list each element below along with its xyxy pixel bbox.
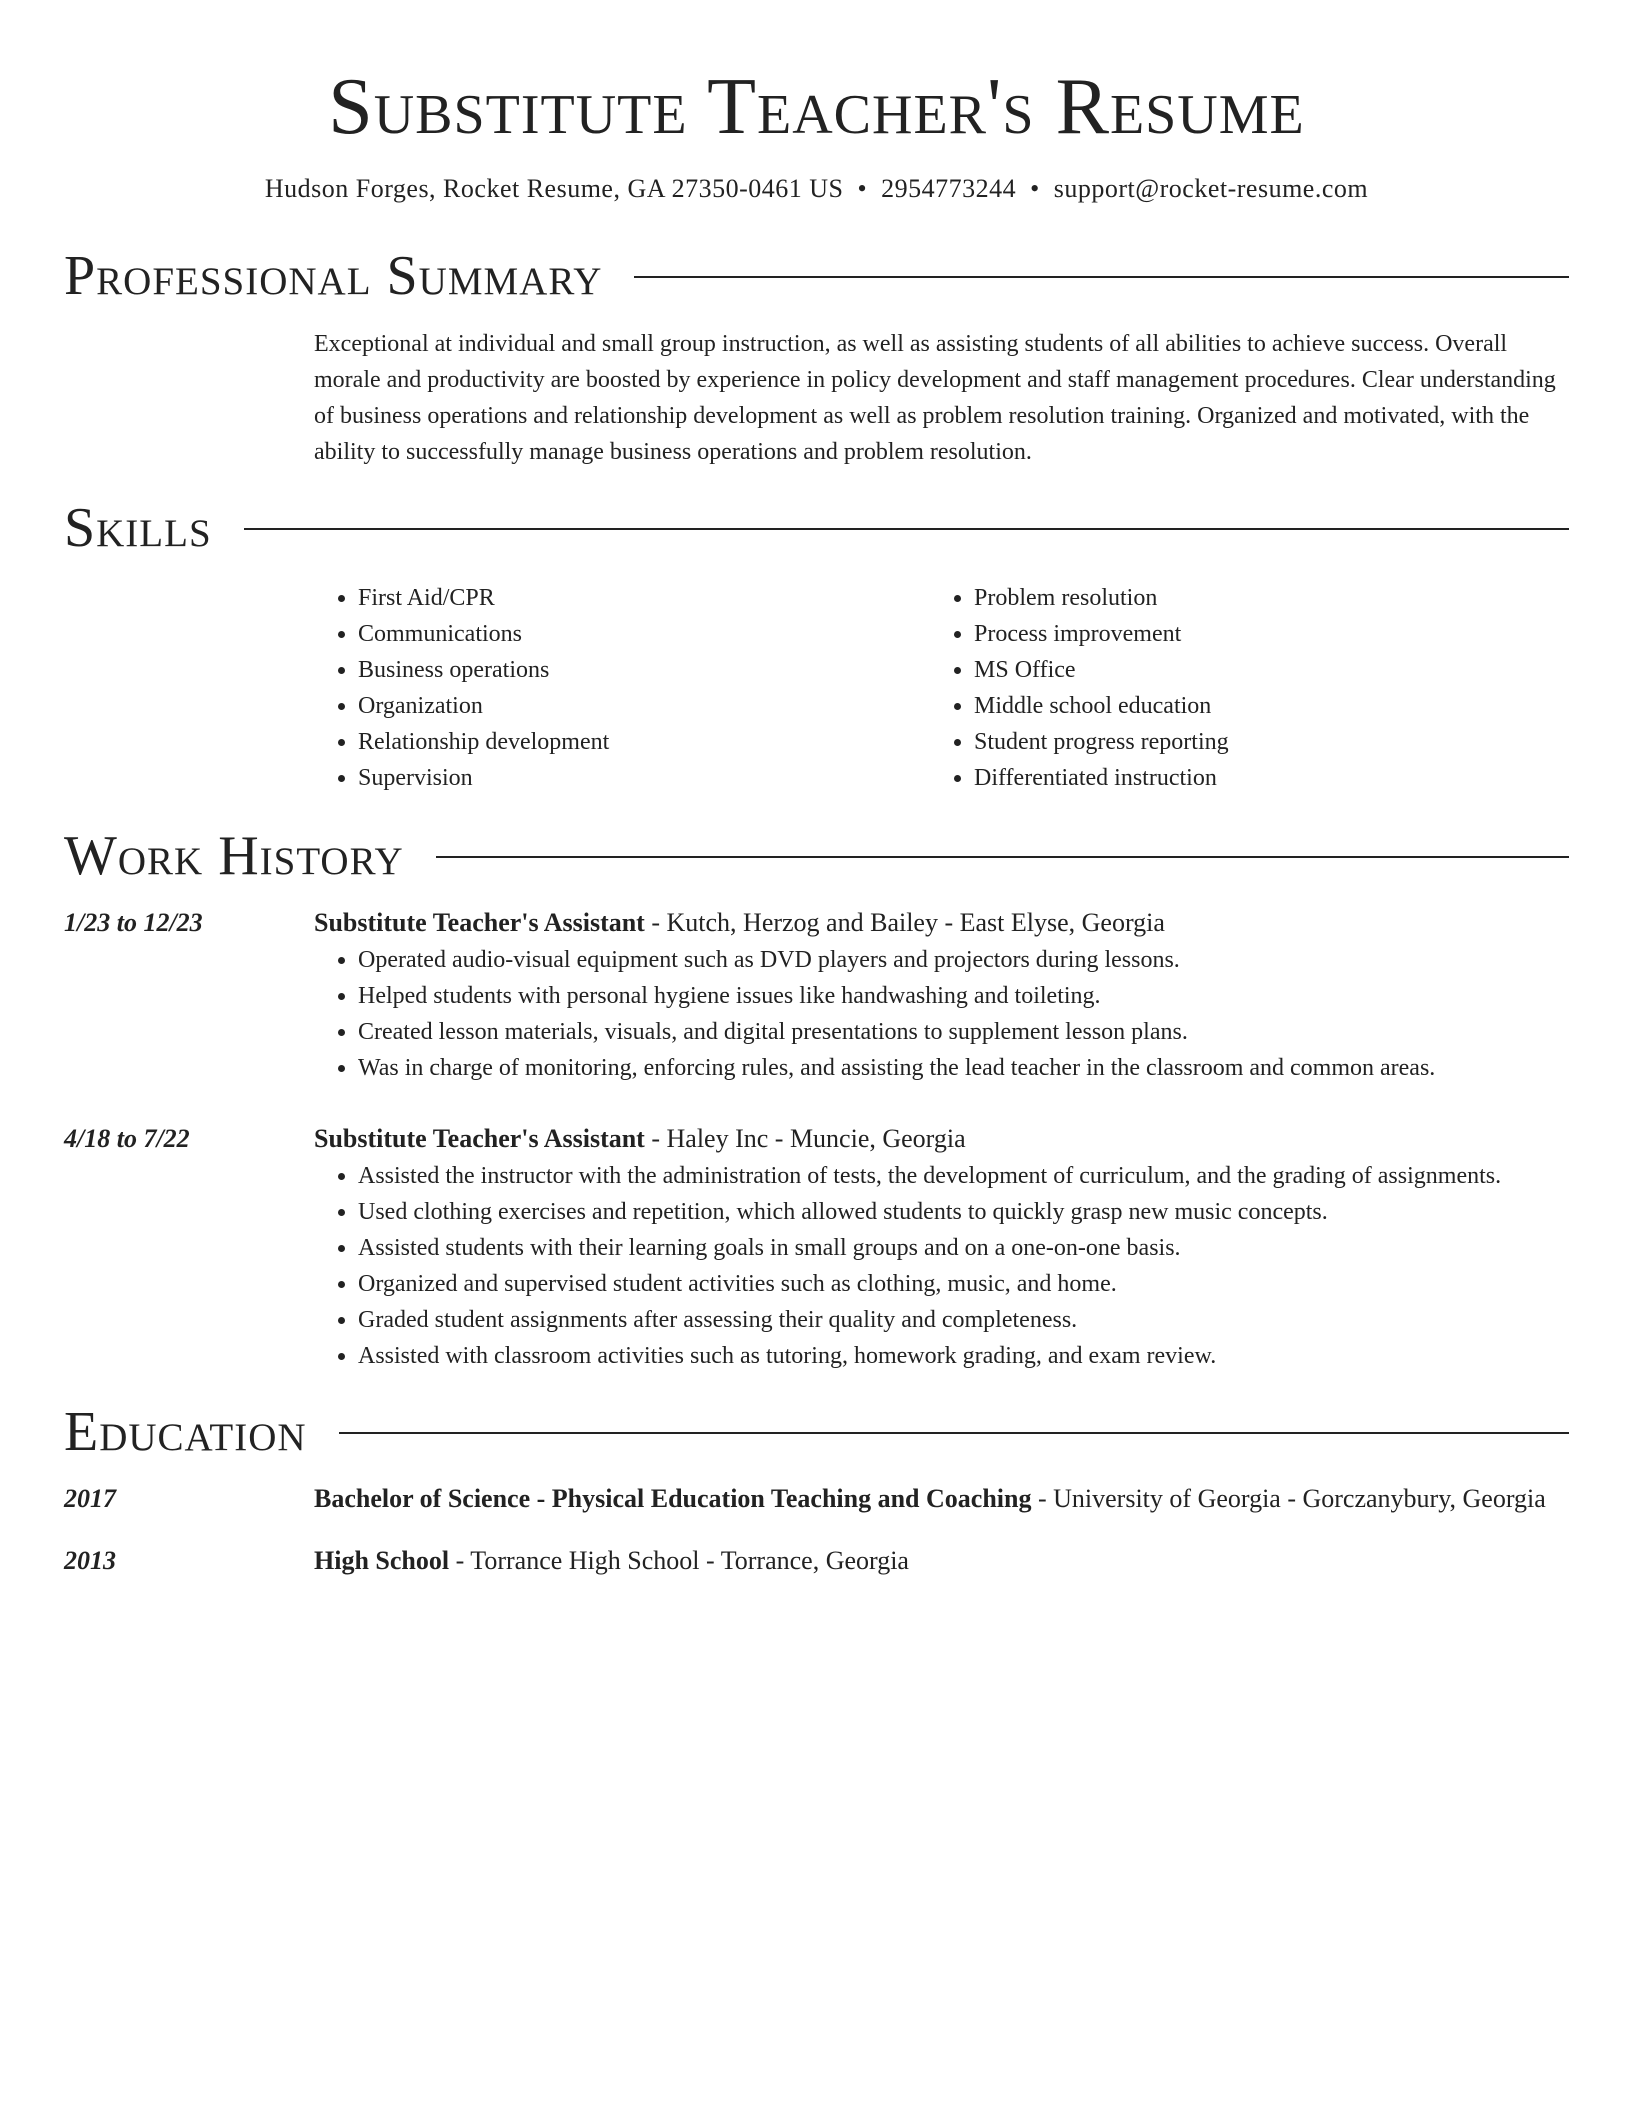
education-degree: Bachelor of Science - Physical Education Teaching and Coaching (314, 1484, 1032, 1513)
resume-title: Substitute Teacher's Resume (328, 63, 1305, 151)
skill-item: • Relationship development (358, 724, 930, 760)
job-details: - Kutch, Herzog and Bailey - East Elyse, Georgia (644, 908, 1165, 937)
education-year: 2013 (64, 1546, 116, 1575)
education-body (314, 1542, 1569, 1580)
job-dates: 1/23 to 12/23 (64, 908, 203, 937)
education-details: - University of Georgia - Gorczanybury, Georgia (1031, 1484, 1546, 1513)
job-duty: • Assisted the instructor with the administration of tests, the development of curriculum, and the grading of assignments. (358, 1158, 1569, 1194)
skills-heading: Skills (64, 497, 212, 559)
skill-item: • First Aid/CPR (358, 580, 930, 616)
skill-item: • Supervision (358, 760, 930, 796)
skill-item: • Process improvement (974, 616, 1546, 652)
job-header (314, 1120, 1569, 1158)
education-year: 2017 (64, 1484, 116, 1513)
job-entry (64, 904, 1569, 1086)
job-duty: • Organized and supervised student activities such as clothing, music, and home. (358, 1266, 1569, 1302)
work-heading: Work History (64, 825, 404, 887)
contact-phone: 2954773244 (881, 174, 1017, 203)
job-duty: • Operated audio-visual equipment such as DVD players and projectors during lessons. (358, 942, 1569, 978)
contact-separator: • (1030, 174, 1040, 203)
section-divider (634, 276, 1569, 278)
education-entry (64, 1480, 1569, 1518)
contact-address: Hudson Forges, Rocket Resume, GA 27350-0461 US (264, 174, 844, 203)
skills-column-left (314, 580, 930, 796)
job-duty: • Created lesson materials, visuals, and digital presentations to supplement lesson plans. (358, 1014, 1569, 1050)
education-section-header (64, 1402, 1569, 1462)
skill-item: • Organization (358, 688, 930, 724)
skill-item: • MS Office (974, 652, 1546, 688)
section-divider (436, 856, 1569, 858)
skill-item: • Student progress reporting (974, 724, 1546, 760)
job-duty: • Was in charge of monitoring, enforcing rules, and assisting the lead teacher in the classroom and common areas. (358, 1050, 1569, 1086)
job-duties (314, 1158, 1569, 1374)
summary-heading: Professional Summary (64, 245, 603, 307)
skills-column-right (930, 580, 1546, 796)
contact-line (64, 172, 1569, 206)
section-divider (244, 528, 1569, 530)
skills-section-header (64, 498, 1569, 558)
skills-list (314, 580, 1569, 796)
contact-separator: • (857, 174, 868, 203)
education-heading: Education (64, 1401, 307, 1463)
skill-item: • Business operations (358, 652, 930, 688)
skill-item: • Communications (358, 616, 930, 652)
section-divider (339, 1432, 1569, 1434)
job-title: Substitute Teacher's Assistant (314, 1124, 645, 1153)
contact-email: support@rocket-resume.com (1053, 174, 1369, 203)
job-duty: • Assisted students with their learning goals in small groups and on a one-on-one basis. (358, 1230, 1569, 1266)
job-title: Substitute Teacher's Assistant (314, 908, 645, 937)
job-details: - Haley Inc - Muncie, Georgia (644, 1124, 966, 1153)
work-section-header (64, 826, 1569, 886)
resume-page (64, 0, 1569, 1580)
job-duty: • Used clothing exercises and repetition, which allowed students to quickly grasp new music concepts. (358, 1194, 1569, 1230)
job-duties (314, 942, 1569, 1086)
education-details: - Torrance High School - Torrance, Georgia (449, 1546, 909, 1575)
job-body (314, 1120, 1569, 1374)
skill-item: • Middle school education (974, 688, 1546, 724)
skill-item: • Differentiated instruction (974, 760, 1546, 796)
skill-item: • Problem resolution (974, 580, 1546, 616)
education-body (314, 1480, 1569, 1518)
job-duty: • Helped students with personal hygiene issues like handwashing and toileting. (358, 978, 1569, 1014)
job-duty: • Graded student assignments after assessing their quality and completeness. (358, 1302, 1569, 1338)
education-degree: High School (314, 1546, 450, 1575)
job-dates: 4/18 to 7/22 (64, 1124, 190, 1153)
summary-text: Exceptional at individual and small group instruction, as well as assisting students of all abilities to achieve success. Overall morale and productivity are boosted by experience in policy development and staff management procedures. Clear understanding of business operations and relationship development as well as problem resolution training. Organized and motivated, with the ability to successfully manage business operations and problem resolution. (314, 331, 1556, 465)
job-duty: • Assisted with classroom activities such as tutoring, homework grading, and exam review. (358, 1338, 1569, 1374)
education-entry (64, 1542, 1569, 1580)
summary-section-header (64, 246, 1569, 306)
job-entry (64, 1120, 1569, 1374)
job-body (314, 904, 1569, 1086)
job-header (314, 904, 1569, 942)
